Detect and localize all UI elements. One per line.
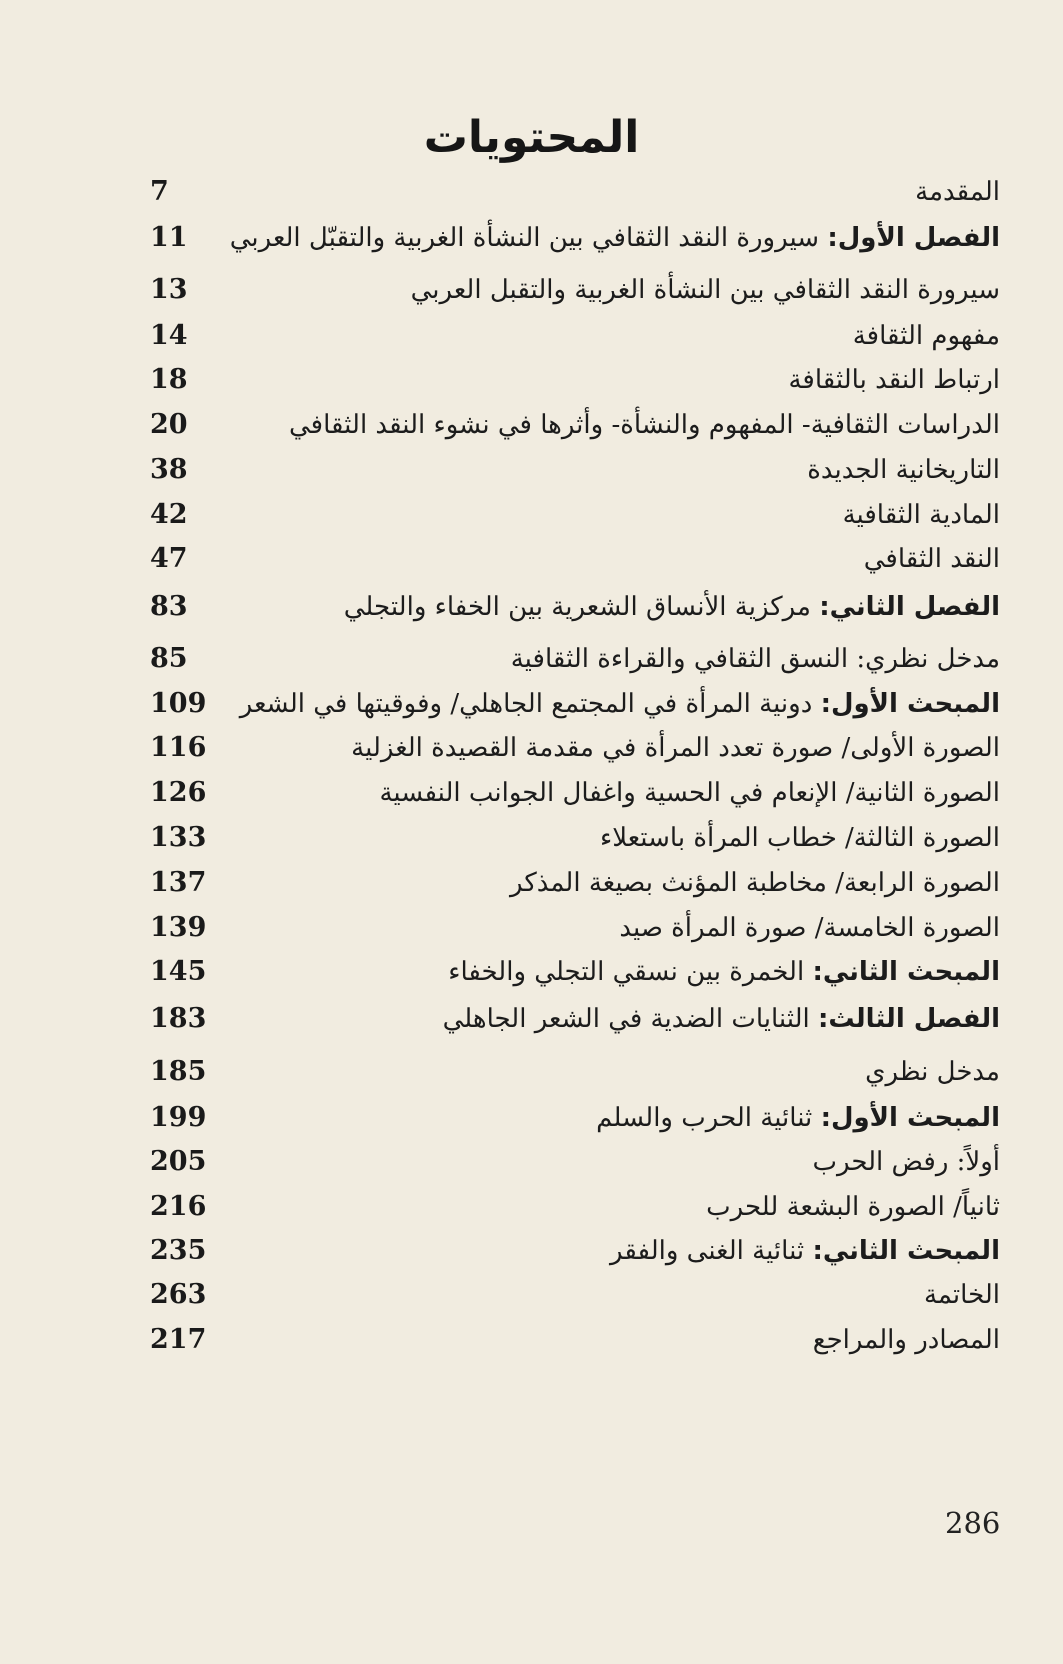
toc-entry-title xyxy=(706,1185,1000,1229)
toc-entry-page: 145 xyxy=(150,956,207,987)
toc-entry-page: 7 xyxy=(150,176,169,207)
toc-entry-title xyxy=(443,997,1000,1041)
toc-entry-heading: المبحث الأول: xyxy=(820,1103,1000,1133)
toc-entry-text: الصورة الثانية/ الإنعام في الحسية واغفال الجوانب النفسية xyxy=(379,778,1000,808)
toc-entry xyxy=(150,816,1000,860)
toc-entry-page: 126 xyxy=(150,777,207,808)
toc-entry xyxy=(150,1185,1000,1229)
toc-entry xyxy=(150,906,1000,950)
toc-entry-page: 116 xyxy=(150,732,207,763)
toc-entry xyxy=(150,403,1000,447)
toc-entry xyxy=(150,493,1000,537)
toc-entry-title xyxy=(600,816,1000,860)
toc-entry-text: المادية الثقافية xyxy=(842,500,1000,530)
toc-entry-page: 85 xyxy=(150,643,188,674)
toc-entry-text: المقدمة xyxy=(915,177,1000,207)
toc-entry-page: 14 xyxy=(150,320,188,351)
toc-entry xyxy=(150,268,1000,312)
toc-entry xyxy=(150,537,1000,581)
toc-entry xyxy=(150,726,1000,770)
toc-entry-heading: المبحث الأول: xyxy=(820,689,1000,719)
toc-entry-title xyxy=(240,682,1000,726)
toc-entry-text: الصورة الثالثة/ خطاب المرأة باستعلاء xyxy=(600,823,1000,853)
toc-entry-title xyxy=(344,585,1000,629)
toc-entry-title xyxy=(924,1273,1000,1317)
toc-entry-title xyxy=(813,1140,1000,1184)
toc-entry xyxy=(150,1318,1000,1362)
toc-entry-title xyxy=(865,1050,1000,1094)
toc-entry xyxy=(150,170,1000,214)
toc-entry xyxy=(150,1273,1000,1317)
toc-entry-page: 13 xyxy=(150,274,188,305)
toc-entry-text: ثنائية الحرب والسلم xyxy=(596,1103,821,1133)
toc-entry-page: 20 xyxy=(150,409,188,440)
toc-entry xyxy=(150,358,1000,402)
toc-entry-heading: الفصل الثالث: xyxy=(818,1004,1000,1034)
toc-entry-text: الخاتمة xyxy=(923,1280,1000,1310)
toc-entry-title xyxy=(411,268,1000,312)
toc-entry-page: 216 xyxy=(150,1191,207,1222)
toc-entry-text: سيرورة النقد الثقافي بين النشأة الغربية والتقبّل العربي xyxy=(229,223,828,253)
toc-entry-text: سيرورة النقد الثقافي بين النشأة الغربية والتقبل العربي xyxy=(410,275,1000,305)
toc-entry-title xyxy=(853,314,1000,358)
toc-entry-text: التاريخانية الجديدة xyxy=(807,455,1000,485)
page-number: 286 xyxy=(945,1506,1001,1540)
toc-entry-title xyxy=(230,216,1000,260)
toc-entry-page: 137 xyxy=(150,867,207,898)
toc-entry-page: 47 xyxy=(150,543,188,574)
toc-entry-page: 263 xyxy=(150,1279,207,1310)
toc-entry xyxy=(150,1050,1000,1094)
toc-entry-text: دونية المرأة في المجتمع الجاهلي/ وفوقيتها في الشعر xyxy=(239,689,821,719)
toc-entry-heading: الفصل الأول: xyxy=(827,223,1000,253)
toc-entry-title xyxy=(289,403,1000,447)
toc-entry-text: مفهوم الثقافة xyxy=(852,321,1000,351)
toc-entry-heading: المبحث الثاني: xyxy=(812,1236,1000,1266)
toc-entry xyxy=(150,585,1000,629)
toc-entry-text: الصورة الرابعة/ مخاطبة المؤنث بصيغة المذكر xyxy=(510,868,1000,898)
toc-entry-title xyxy=(510,861,1000,905)
toc-entry-page: 139 xyxy=(150,912,207,943)
toc-entry-text: الدراسات الثقافية- المفهوم والنشأة- وأثرها في نشوء النقد الثقافي xyxy=(289,410,1000,440)
toc-entry-text: النقد الثقافي xyxy=(863,544,1000,574)
toc-entry-text: أولاً: رفض الحرب xyxy=(812,1147,1000,1177)
toc-entry xyxy=(150,448,1000,492)
toc-entry-title xyxy=(619,906,1000,950)
toc-entry-text: الخمرة بين نسقي التجلي والخفاء xyxy=(448,957,813,987)
toc-entry-page: 109 xyxy=(150,688,207,719)
toc-entry-text: ارتباط النقد بالثقافة xyxy=(788,365,1000,395)
toc-entry-page: 217 xyxy=(150,1324,207,1355)
toc-entry-page: 205 xyxy=(150,1146,207,1177)
toc-entry xyxy=(150,1096,1000,1140)
toc-entry-title xyxy=(788,358,1000,402)
toc-entry-text: الثنايات الضدية في الشعر الجاهلي xyxy=(442,1004,818,1034)
toc-entry-title xyxy=(379,771,1000,815)
page-title: المحتويات xyxy=(423,112,640,163)
toc-entry-text: ثانياً/ الصورة البشعة للحرب xyxy=(706,1192,1000,1222)
toc-entry-text: ثنائية الغنى والفقر xyxy=(610,1236,813,1266)
toc-entry-page: 38 xyxy=(150,454,188,485)
toc-entry-title xyxy=(511,637,1000,681)
toc-entry-title xyxy=(351,726,1000,770)
toc-entry-text: الصورة الأولى/ صورة تعدد المرأة في مقدمة القصيدة الغزلية xyxy=(351,733,1000,763)
toc-entry-text: مدخل نظري: النسق الثقافي والقراءة الثقافية xyxy=(510,644,1000,674)
toc-entry-page: 199 xyxy=(150,1102,207,1133)
toc-entry-heading: المبحث الثاني: xyxy=(812,957,1000,987)
toc-entry-page: 235 xyxy=(150,1235,207,1266)
toc-entry-page: 185 xyxy=(150,1056,207,1087)
toc-entry-text: المصادر والمراجع xyxy=(812,1325,1000,1355)
toc-entry-title xyxy=(807,448,1000,492)
toc-entry xyxy=(150,637,1000,681)
toc-entry xyxy=(150,1229,1000,1273)
toc-entry xyxy=(150,216,1000,260)
toc-entry xyxy=(150,771,1000,815)
toc-entry-text: مركزية الأنساق الشعرية بين الخفاء والتجلي xyxy=(343,592,820,622)
toc-entry-title xyxy=(448,950,1000,994)
toc-entry-page: 183 xyxy=(150,1003,207,1034)
toc-entry-heading: الفصل الثاني: xyxy=(819,592,1000,622)
toc-entry xyxy=(150,950,1000,994)
toc-entry-title xyxy=(610,1229,1000,1273)
toc-entry-text: الصورة الخامسة/ صورة المرأة صيد xyxy=(619,913,1000,943)
toc-entry-title xyxy=(843,493,1000,537)
toc-entry-page: 42 xyxy=(150,499,188,530)
toc-entry xyxy=(150,314,1000,358)
toc-entry-page: 18 xyxy=(150,364,188,395)
toc-entry-page: 133 xyxy=(150,822,207,853)
toc-entry-page: 11 xyxy=(150,222,188,253)
toc-entry xyxy=(150,682,1000,726)
toc-entry-text: مدخل نظري xyxy=(865,1057,1000,1087)
toc-entry-title xyxy=(596,1096,1000,1140)
toc-entry xyxy=(150,1140,1000,1184)
toc-entry-title xyxy=(864,537,1000,581)
toc-entry-page: 83 xyxy=(150,591,188,622)
toc-entry xyxy=(150,997,1000,1041)
toc-entry-title xyxy=(813,1318,1000,1362)
toc-entry xyxy=(150,861,1000,905)
toc-entry-title xyxy=(915,170,1000,214)
